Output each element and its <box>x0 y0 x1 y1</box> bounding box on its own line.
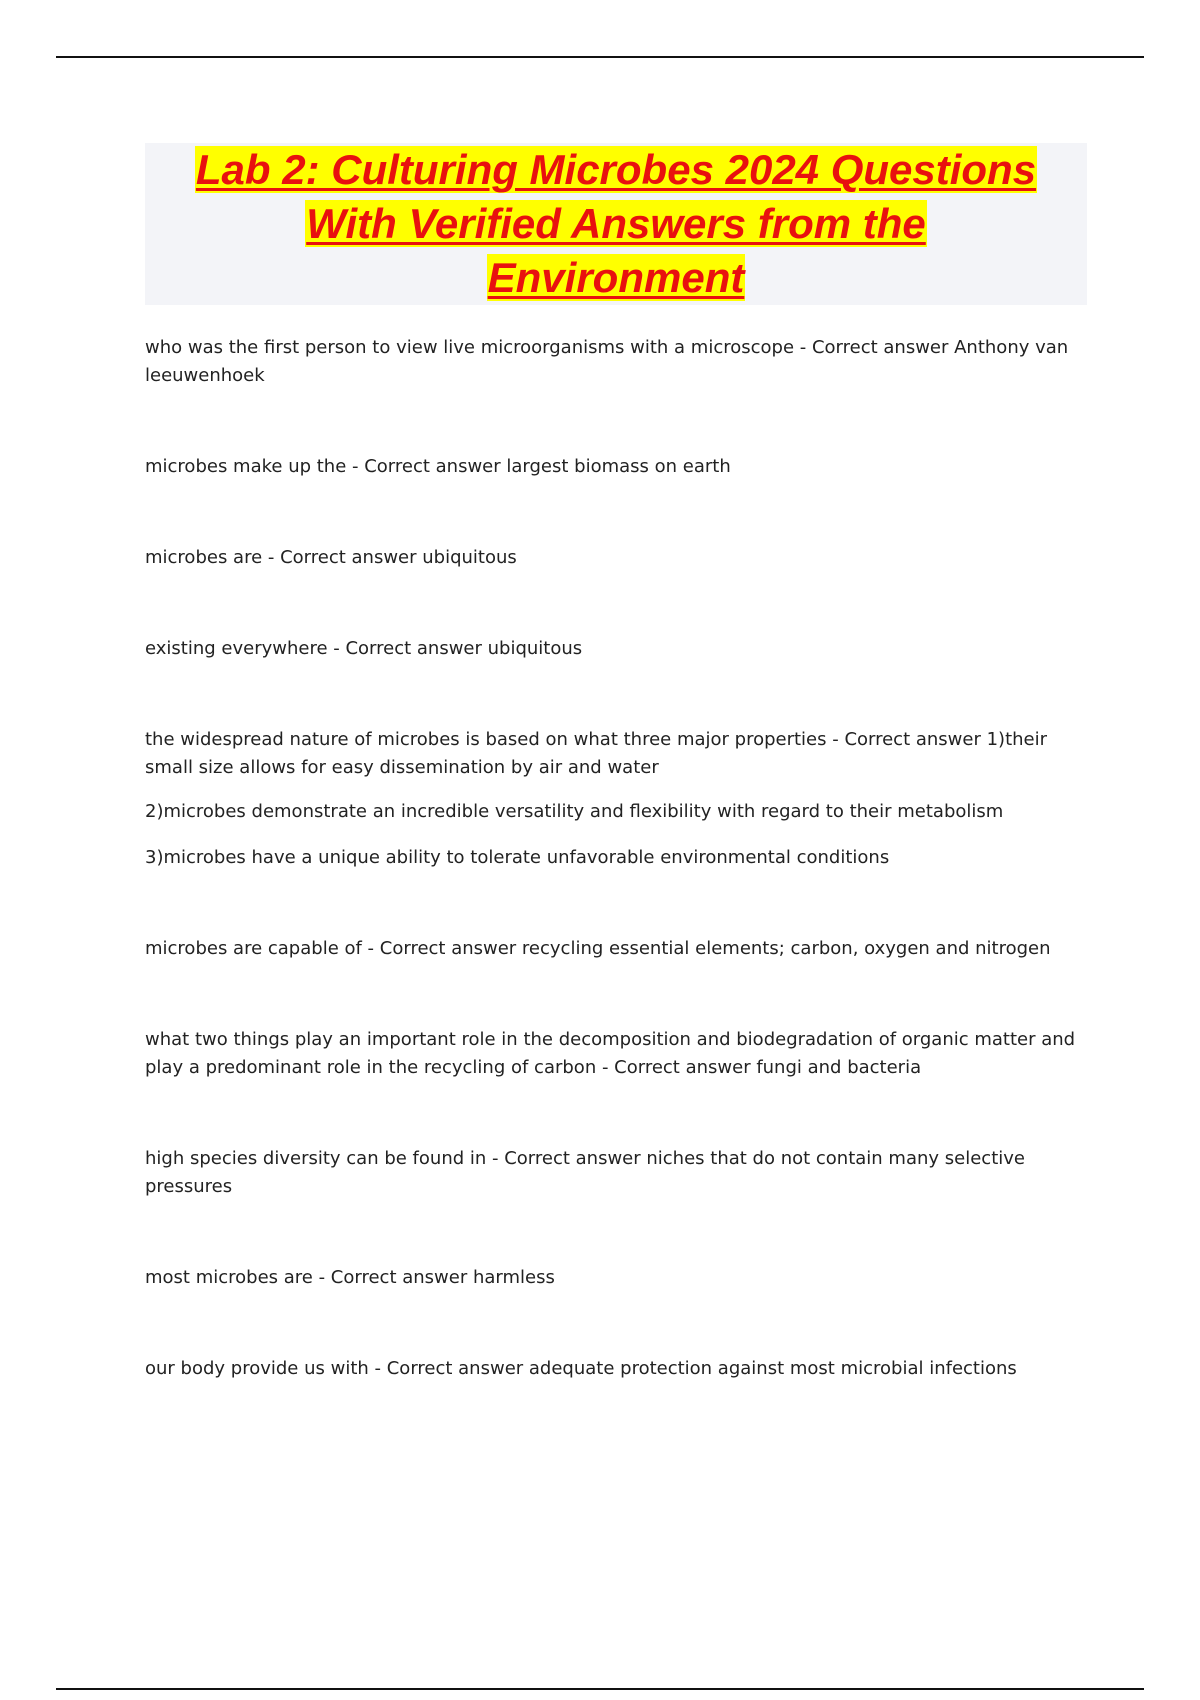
qa-item-8: high species diversity can be found in - Correct answer niches that do not contain many selective pressures <box>145 1148 1025 1197</box>
qa-item-1: who was the first person to view live microorganisms with a microscope - Correct answer Anthony van leeuwenhoek <box>145 337 1069 386</box>
title-line-2: With Verified Answers from the <box>306 200 926 247</box>
qa-item-5-point-2: 2)microbes demonstrate an incredible versatility and flexibility with regard to their metabolism <box>145 801 1004 822</box>
qa-item-10: our body provide us with - Correct answer adequate protection against most microbial infections <box>145 1358 1017 1379</box>
qa-item-5: the widespread nature of microbes is based on what three major properties - Correct answer 1)their small size allows for easy dissemination by air and water <box>145 729 1048 778</box>
qa-item-3: microbes are - Correct answer ubiquitous <box>145 547 517 568</box>
bottom-rule <box>56 1688 1144 1690</box>
title-line-3: Environment <box>487 254 745 301</box>
qa-list <box>145 334 1087 1383</box>
qa-item-5-point-3: 3)microbes have a unique ability to tolerate unfavorable environmental conditions <box>145 847 890 868</box>
qa-item-7: what two things play an important role in the decomposition and biodegradation of organic matter and play a predominant role in the recycling of carbon - Correct answer fungi and bacteria <box>145 1029 1076 1078</box>
top-rule <box>56 56 1144 58</box>
qa-item-6: microbes are capable of - Correct answer recycling essential elements; carbon, oxygen and nitrogen <box>145 938 1051 959</box>
qa-item-2: microbes make up the - Correct answer largest biomass on earth <box>145 456 731 477</box>
title-line-1: Lab 2: Culturing Microbes 2024 Questions <box>195 146 1037 193</box>
document-title <box>145 143 1087 305</box>
qa-item-9: most microbes are - Correct answer harmless <box>145 1267 555 1288</box>
qa-item-4: existing everywhere - Correct answer ubiquitous <box>145 638 583 659</box>
